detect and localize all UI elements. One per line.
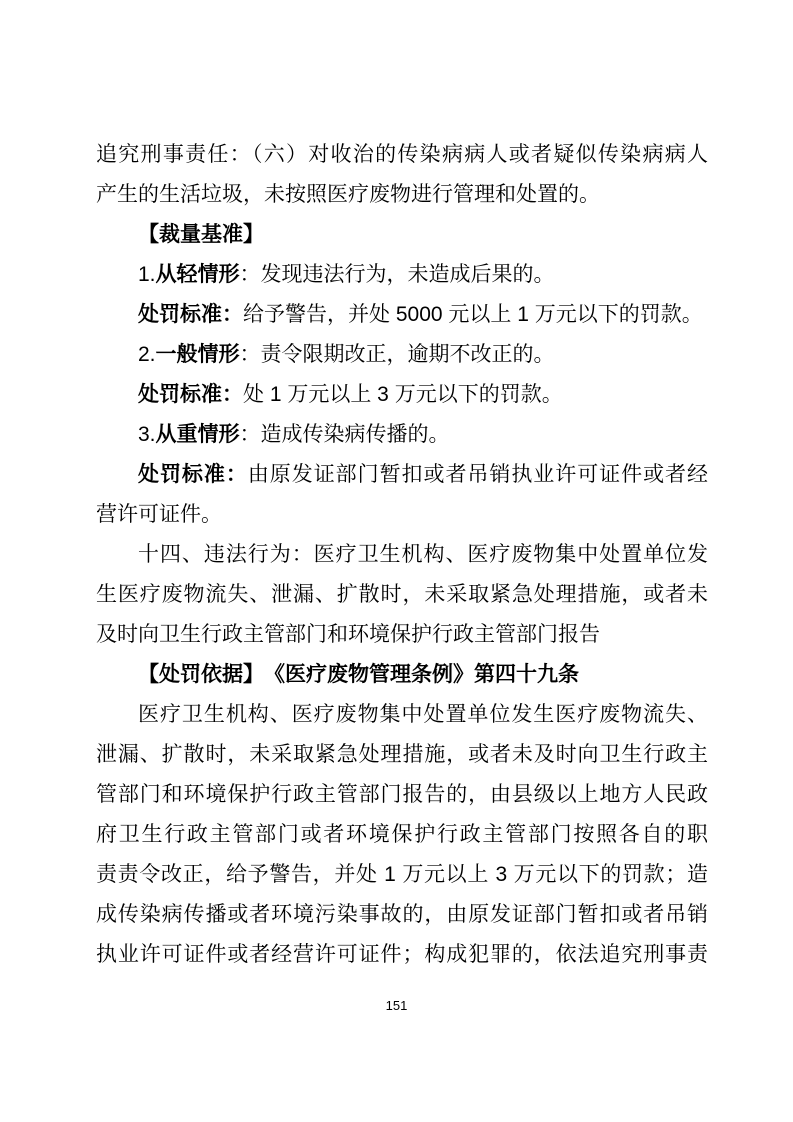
text-line [96, 815, 708, 855]
text-run: ：发现违法行为，未造成后果的。 [239, 263, 555, 286]
page-number: 151 [385, 998, 408, 1013]
text-run: 由原发证部门暂扣或者吊销执业许可证件或者经 [247, 463, 709, 486]
text-line [96, 855, 708, 895]
text-run: 3. [138, 423, 156, 446]
text-run: 执业许可证件或者经营许可证件；构成犯罪的，依法追究刑事责 [96, 943, 708, 966]
text-line [96, 615, 708, 655]
text-line [96, 775, 708, 815]
text-line [96, 455, 708, 495]
text-run: 给予警告，并处 5000 元以上 1 万元以下的罚款。 [243, 303, 703, 326]
text-run: 1. [138, 263, 156, 286]
text-run: ：造成传染病传播的。 [239, 423, 450, 446]
text-line [96, 735, 708, 775]
bold-text-run: 一般情形 [155, 343, 240, 366]
text-line [96, 655, 708, 695]
bold-text-run: 处罚标准： [138, 463, 248, 486]
bold-text-run: 处罚标准： [138, 383, 243, 406]
bold-text-run: 从轻情形 [155, 263, 240, 286]
bold-text-run: 从重情形 [155, 423, 240, 446]
text-line [96, 335, 708, 375]
text-run: 责责令改正，给予警告，并处 1 万元以上 3 万元以下的罚款；造 [96, 863, 708, 886]
text-run: 管部门和环境保护行政主管部门报告的，由县级以上地方人民政 [96, 783, 708, 806]
text-line [96, 535, 708, 575]
bold-text-run: 【处罚依据】 [138, 663, 254, 686]
text-line [96, 695, 708, 735]
text-line [96, 495, 708, 535]
text-run: 追究刑事责任：（六）对收治的传染病病人或者疑似传染病病人 [96, 143, 708, 166]
text-run: 生医疗废物流失、泄漏、扩散时，未采取紧急处理措施，或者未 [96, 583, 708, 606]
text-run [254, 663, 275, 686]
text-run: 营许可证件。 [96, 503, 222, 526]
text-line [96, 415, 708, 455]
text-line [96, 255, 708, 295]
text-run: 产生的生活垃圾，未按照医疗废物进行管理和处置的。 [96, 183, 600, 206]
text-line [96, 375, 708, 415]
text-run: 及时向卫生行政主管部门和环境保护行政主管部门报告 [96, 623, 600, 646]
text-line [96, 295, 708, 335]
text-line [96, 215, 708, 255]
text-line [96, 175, 708, 215]
text-line [96, 135, 708, 175]
text-run: 成传染病传播或者环境污染事故的，由原发证部门暂扣或者吊销 [96, 903, 708, 926]
bold-text-run: 处罚标准： [138, 303, 243, 326]
text-line [96, 895, 708, 935]
text-run: 处 1 万元以上 3 万元以下的罚款。 [243, 383, 563, 406]
bold-text-run: 【裁量基准】 [138, 223, 264, 246]
text-run: ：责令限期改正，逾期不改正的。 [239, 343, 555, 366]
text-run: 府卫生行政主管部门或者环境保护行政主管部门按照各自的职 [96, 823, 708, 846]
text-run: 医疗卫生机构、医疗废物集中处置单位发生医疗废物流失、 [138, 703, 708, 726]
text-run: 2. [138, 343, 156, 366]
text-line [96, 935, 708, 975]
bold-text-run: 《医疗废物管理条例》第四十九条 [274, 663, 579, 686]
document-body [96, 135, 708, 975]
text-run: 泄漏、扩散时，未采取紧急处理措施，或者未及时向卫生行政主 [96, 743, 708, 766]
text-run: 十四、违法行为：医疗卫生机构、医疗废物集中处置单位发 [138, 543, 708, 566]
text-line [96, 575, 708, 615]
